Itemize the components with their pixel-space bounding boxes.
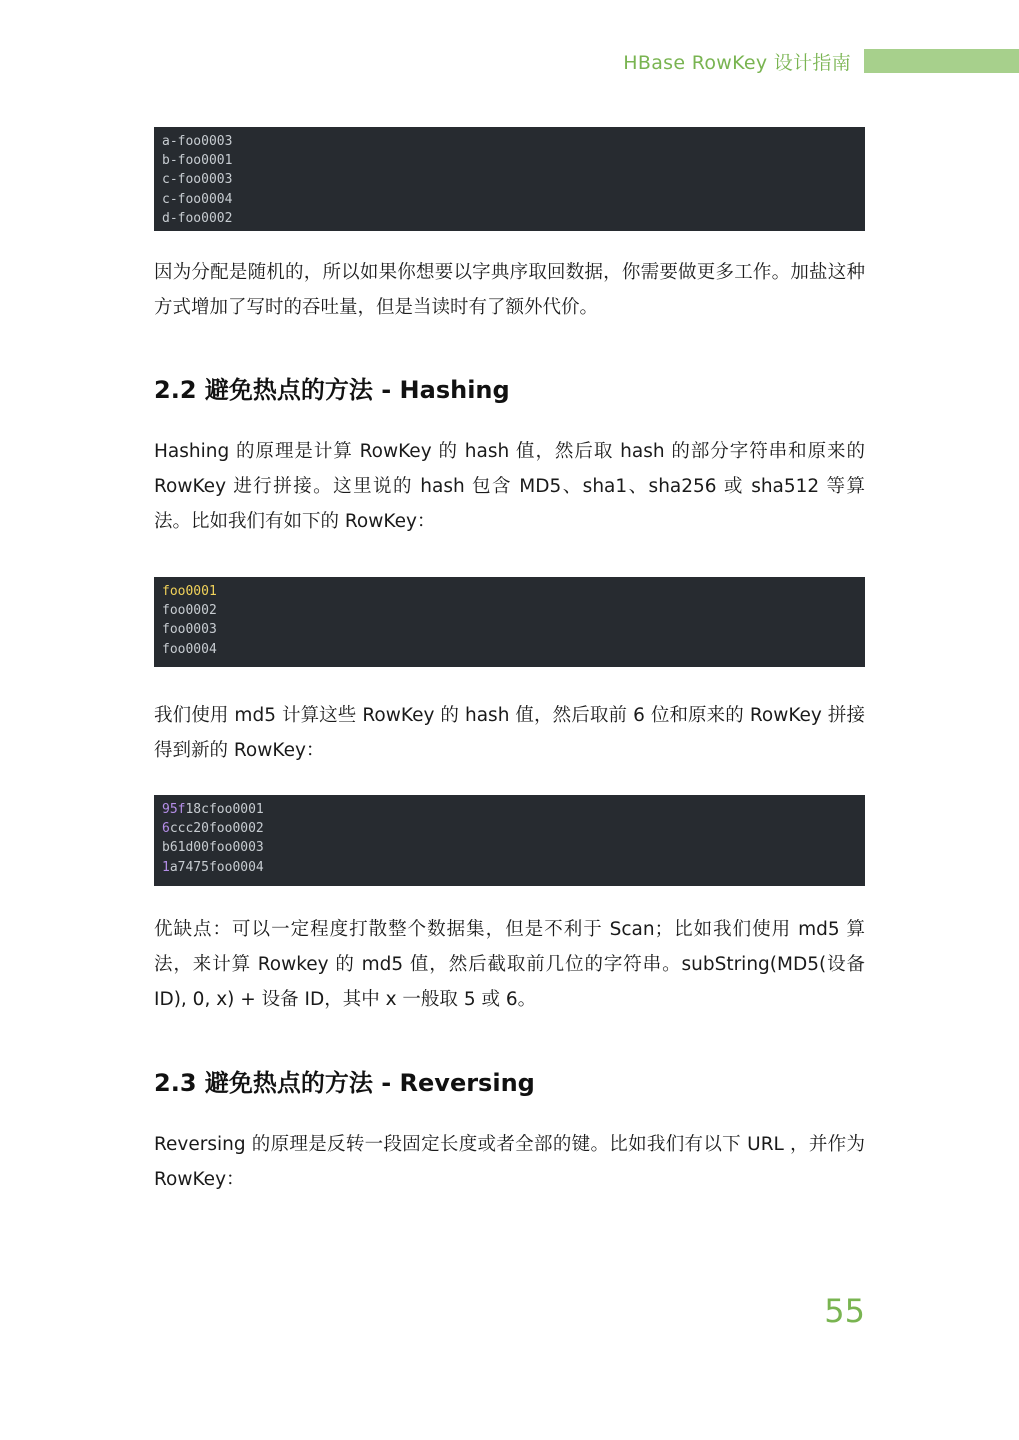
code-text: a7475foo0004 xyxy=(169,859,264,875)
code-line xyxy=(162,838,865,857)
code-line xyxy=(162,819,865,838)
code-line-highlighted: foo0001 xyxy=(162,584,217,599)
code-line xyxy=(162,858,865,877)
code-line: foo0004 xyxy=(162,641,217,657)
code-text: 18cfoo0001 xyxy=(185,802,264,817)
code-line: foo0002 xyxy=(162,603,217,619)
paragraph-salting-cost: 因为分配是随机的，所以如果你想要以字典序取回数据，你需要做更多工作。加盐这种方式增加了写时的吞吐量，但是当读时有了额外代价。 xyxy=(154,262,865,318)
section-heading-hashing: 2.2 避免热点的方法 - Hashing xyxy=(154,376,510,404)
paragraph-pros-cons: 优缺点：可以一定程度打散整个数据集，但是不利于 Scan；比如我们使用 md5 算法，来计算 Rowkey 的 md5 值，然后截取前几位的字符串。subString(MD5(设备 ID), 0, x) + 设备 ID，其中 x 一般取 5 或 6。 xyxy=(154,919,865,1010)
page-number: 55 xyxy=(824,1292,865,1330)
code-block-hashed-keys xyxy=(154,795,865,886)
code-line: c-foo0003 xyxy=(162,172,233,188)
paragraph-md5-prefix: 我们使用 md5 计算这些 RowKey 的 hash 值，然后取前 6 位和原来的 RowKey 拼接得到新的 RowKey： xyxy=(154,705,865,761)
section-heading-reversing: 2.3 避免热点的方法 - Reversing xyxy=(154,1069,535,1097)
code-block-salted-keys xyxy=(154,127,865,231)
hash-prefix: 95f xyxy=(162,802,186,817)
code-line: a-foo0003 xyxy=(162,134,233,149)
code-text: ccc20foo0002 xyxy=(169,821,264,837)
code-line: foo0003 xyxy=(162,622,217,638)
paragraph-reversing-intro: Reversing 的原理是反转一段固定长度或者全部的键。比如我们有以下 URL ，并作为 RowKey： xyxy=(154,1134,865,1190)
header-accent-bar xyxy=(864,49,1019,73)
paragraph-hashing-intro: Hashing 的原理是计算 RowKey 的 hash 值，然后取 hash 的部分字符串和原来的 RowKey 进行拼接。这里说的 hash 包含 MD5、sha1、sha256 或 sha512 等算法。比如我们有如下的 RowKey： xyxy=(154,441,865,532)
code-line: d-foo0002 xyxy=(162,210,233,226)
hash-prefix: 6 xyxy=(162,821,170,837)
code-line: b-foo0001 xyxy=(162,153,233,169)
hash-prefix: 1 xyxy=(162,859,170,875)
code-line: c-foo0004 xyxy=(162,191,233,207)
code-block-original-keys xyxy=(154,577,865,667)
running-header-title: HBase RowKey 设计指南 xyxy=(623,52,851,74)
code-text: b61d00foo0003 xyxy=(162,840,264,856)
code-line xyxy=(162,800,865,819)
